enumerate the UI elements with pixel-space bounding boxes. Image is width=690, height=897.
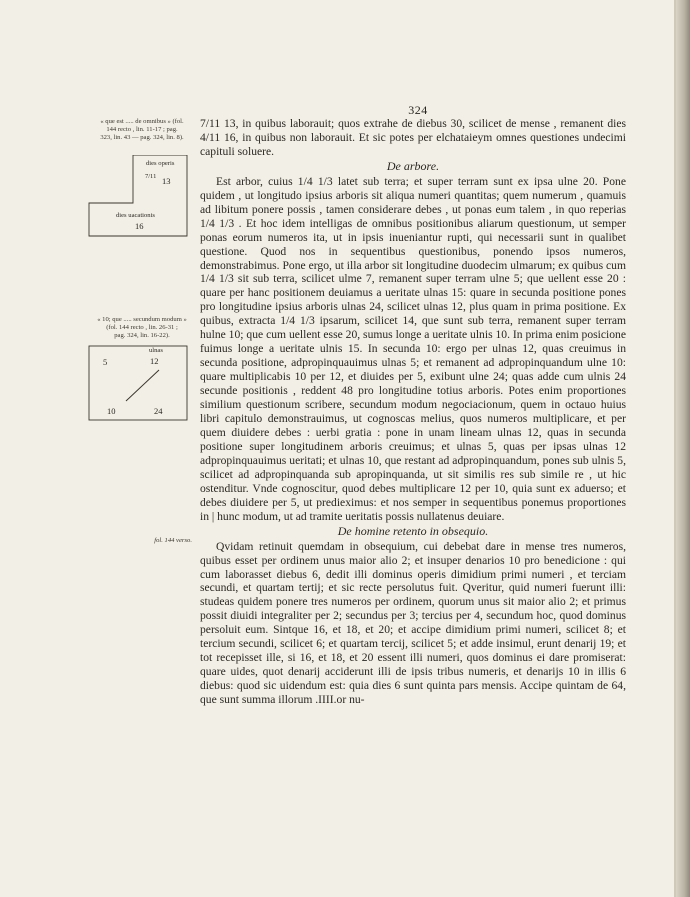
ulnas-label: ulnas	[149, 347, 163, 354]
diagram-tree-proportion	[88, 345, 188, 421]
main-text-column	[200, 117, 626, 707]
margin-note-2	[90, 316, 194, 340]
vacation-days-value: 16	[135, 221, 144, 231]
value-five: 5	[103, 357, 108, 367]
value-twenty-four: 24	[154, 406, 163, 416]
paragraph-continuation: 7/11 13, in quibus laborauit; quos extrahe de diebus 30, scilicet de mense , remanent dies 4/11 16, in quibus non laborauit. Et sic potes per elchataieym omnes questiones undecimi capituli soluere.	[200, 117, 626, 158]
margin-note-1-line-2: 144 recto , lin. 11-17 ; pag.	[106, 126, 178, 133]
page-edge-line	[674, 0, 676, 897]
section-heading-de-arbore: De arbore.	[386, 158, 440, 173]
page-edge-shadow	[676, 0, 690, 897]
margin-note-3	[100, 537, 192, 545]
diagram-work-days	[88, 155, 188, 237]
work-days-fraction	[145, 174, 156, 180]
vacation-days-label: dies uacationis	[116, 212, 156, 219]
margin-note-2-line-3: pag. 324, lin. 16-22).	[114, 332, 170, 339]
margin-note-1	[90, 118, 194, 142]
margin-note-1-line-3: 323, lin. 43 — pag. 324, lin. 8).	[100, 134, 184, 141]
work-days-label: dies operis	[146, 160, 175, 167]
section-heading-de-homine: De homine retento in obsequio.	[337, 523, 489, 538]
page-number: 324	[408, 103, 428, 117]
paragraph-de-arbore: Est arbor, cuius 1/4 1/3 latet sub terra; et super terram sunt ex ipsa ulne 20. Pone quidem , ut longitudo ipsius arboris sit aliqua numeri quantitas; quem numerum , quamuis ad libitum ponere possis , tamen considerare debes , ut ponas eum talem , in quo reperias 1/4 1/3 . Et hoc idem intelligas de omnibus positionibus aliarum questionum, ut semper ponas eorum numeros ita, ut in ipsis inueniantur rupti, qui necessarii sunt in qualibet questione. Quod nos in sequentibus questionibus, ponendo ipsos numeros, demonstrabimus. Pone ergo, ut illa arbor sit longitudine duodecim ulmarum; ex quibus cum 1/4 1/3 sit sub terra, scilicet ulme 7, remanent super terram ulne 5; que uellent esse 20 : quare per hanc positionem deuiamus a ueritate ulnas 15: quare in secunda positione pones pro longitudine ipsius arboris ulnas 24, scilicet ulnas 12, plus quam in prima positione. Ex quibus, extracta 1/4 1/3 ipsarum, scilicet 14, que sunt sub terra, remanent super terram hulne 10; que cum uellent esse 20, sumus longe a ueritate ulnis 10. In prima enim posicione fuimus longe a ueritate ulnis 15. In secunda 10: ergo per ulnas 12, quas creuimus in secunda positione, adpropinquauimus ulnas 5; et remanent ad adpropinquandum ulne 10: quare multiplicabis 10 per 12, et diuides per 5, exibunt ulne 24; quas adde cum ulnis 24 secunde positionis , reddent 48 pro longitudine totius arboris. Potes enim proportiones similium questionum scribere, secundum modum negociacionum, quem in octauo huius libri capitulo demonstrauimus, ut cognoscas melius, quos numeros multiplicare, et per quem diuidere debes : uerbi gratia : pone in unam lineam ulnas 12, quas in secunda positione super longitudinem arboris creuimus; et ulnas 5, quas per ipsas ulnas 12 adpropinquauimus ueritati; et ulnas 10, que restant ad adpropinquandum, pones sub ulnis 5, scilicet ad adpropinquanda sub apropinquanda, ut sit similis res sub simile re , ut hic ostenditur. Vnde cognoscitur, quod debes multiplicare 12 per 10, quia sunt ex aduerso; et debes diuidere per 5, ut predieximus: et nos semper in sequentibus ponemus proportiones in | hunc modum, ut ad tramite ueritatis possis nullatenus deuiare.	[200, 174, 626, 523]
paragraph-de-homine: Qvidam retinuit quemdam in obsequium, cui debebat dare in mense tres numeros, quibus esset per ordinem unus maior alio 2; et insuper denarios 10 pro benedicione : qui cum laborasset diebus 6, dedit illi dominus operis dimidium primi numeri , et terciam secundi, et quartam tertij; et sic recte persolutus fuit. Qveritur, quid numeri fuerunt illi: studeas quidem ponere tres numeros per ordinem, quorum unus sit maior alio 2; et primus possit diuidi integraliter per 2; secundus per 3; tercius per 4, secundum hoc, quod dominus persoluit eum. Sintque 16, et 18, et 20; et accipe dimidium primi numeri, scilicet 8; et tercium secundi, scilicet 6; et quartam tercij, scilicet 5; et adde insimul, erunt denarij 19; et tot recepisset ille, si 16, et 18, et 20 essent illi numeri, quos dominus ei dare promiserat: quare uides, quot denarij acciderunt illi de ipsis tribus numeris, et denarijs 10 in illis 6 diebus: quod sic uidendum est: quia dies 6 sunt quinta pars mensis. Accipe quintam de 64, que sunt summa illorum .IIII.or nu-	[200, 539, 626, 707]
margin-note-2-line-1: « 10; que ..... secundum modum »	[97, 316, 187, 323]
work-days-value: 13	[162, 176, 171, 186]
work-days-fraction-text: 7/11	[145, 173, 157, 180]
margin-note-2-line-2: (fol. 144 recto , lin. 26-31 ;	[106, 324, 178, 331]
margin-note-3-line-1: fol. 144 verso.	[154, 537, 192, 544]
value-twelve: 12	[150, 356, 159, 366]
value-ten: 10	[107, 406, 116, 416]
margin-note-1-line-1: « que est ..... de omnibus » (fol.	[100, 118, 184, 125]
